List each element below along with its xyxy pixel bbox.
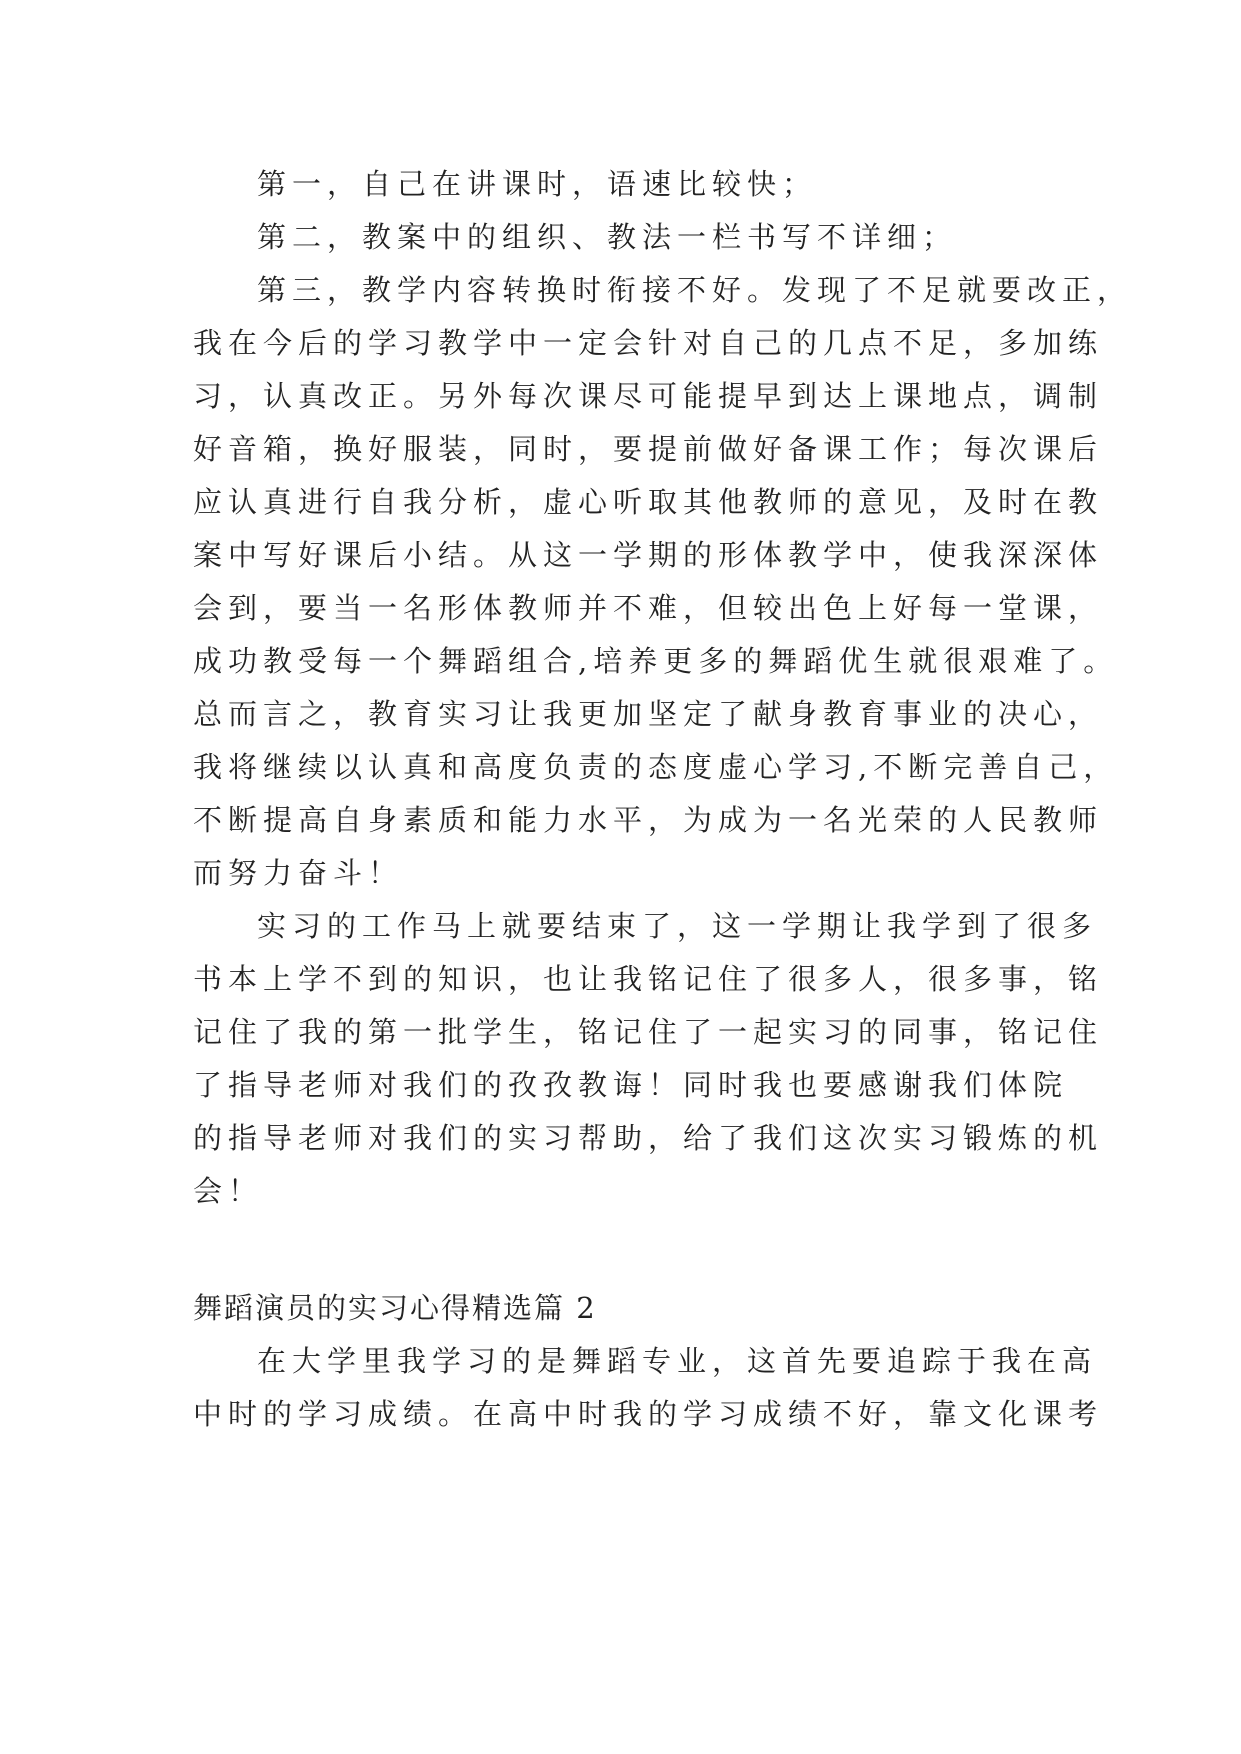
paragraph-line: 的指导老师对我们的实习帮助，给了我们这次实习锻炼的机 [193,1121,1104,1155]
paragraph-line: 我将继续以认真和高度负责的态度虚心学习,不断完善自己， [193,750,1119,784]
paragraph-closing [193,900,1104,1218]
document-body [193,158,1133,1441]
paragraph-intro [193,1335,1104,1441]
paragraph-line: 不断提高自身素质和能力水平，为成为一名光荣的人民教师 [193,803,1104,837]
paragraph-line: 成功教受每一个舞蹈组合,培养更多的舞蹈优生就很艰难了。 [193,644,1119,678]
paragraph-line: 实习的工作马上就要结束了，这一学期让我学到了很多 [257,909,1098,943]
paragraph-line: 书本上学不到的知识，也让我铭记住了很多人，很多事，铭 [193,962,1104,996]
paragraph-line: 第二，教案中的组织、教法一栏书写不详细； [257,220,958,254]
paragraph-line: 我在今后的学习教学中一定会针对自己的几点不足，多加练 [193,326,1104,360]
paragraph-line: 而努力奋斗！ [193,856,404,890]
paragraph-line: 第三，教学内容转换时衔接不好。发现了不足就要改正， [257,273,1133,307]
paragraph-line: 在大学里我学习的是舞蹈专业，这首先要追踪于我在高 [257,1344,1098,1378]
paragraph-line: 案中写好课后小结。从这一学期的形体教学中，使我深深体 [193,538,1104,572]
paragraph-list-items [193,158,1133,900]
paragraph-line: 会！ [193,1174,264,1208]
paragraph-line: 记住了我的第一批学生，铭记住了一起实习的同事，铭记住 [193,1015,1104,1049]
paragraph-line: 总而言之，教育实习让我更加坚定了献身教育事业的决心， [193,697,1104,731]
section-heading: 舞蹈演员的实习心得精选篇 2 [193,1291,597,1325]
paragraph-line: 第一，自己在讲课时，语速比较快； [257,167,818,201]
paragraph-line: 中时的学习成绩。在高中时我的学习成绩不好，靠文化课考 [193,1397,1104,1431]
paragraph-line: 好音箱，换好服装，同时，要提前做好备课工作；每次课后 [193,432,1104,466]
section-spacer [193,1218,1063,1282]
paragraph-line: 了指导老师对我们的孜孜教诲！同时我也要感谢我们体院 [193,1068,1069,1102]
paragraph-line: 应认真进行自我分析，虚心听取其他教师的意见，及时在教 [193,485,1104,519]
paragraph-line: 会到，要当一名形体教师并不难，但较出色上好每一堂课， [193,591,1104,625]
paragraph-line: 习，认真改正。另外每次课尽可能提早到达上课地点，调制 [193,379,1104,413]
